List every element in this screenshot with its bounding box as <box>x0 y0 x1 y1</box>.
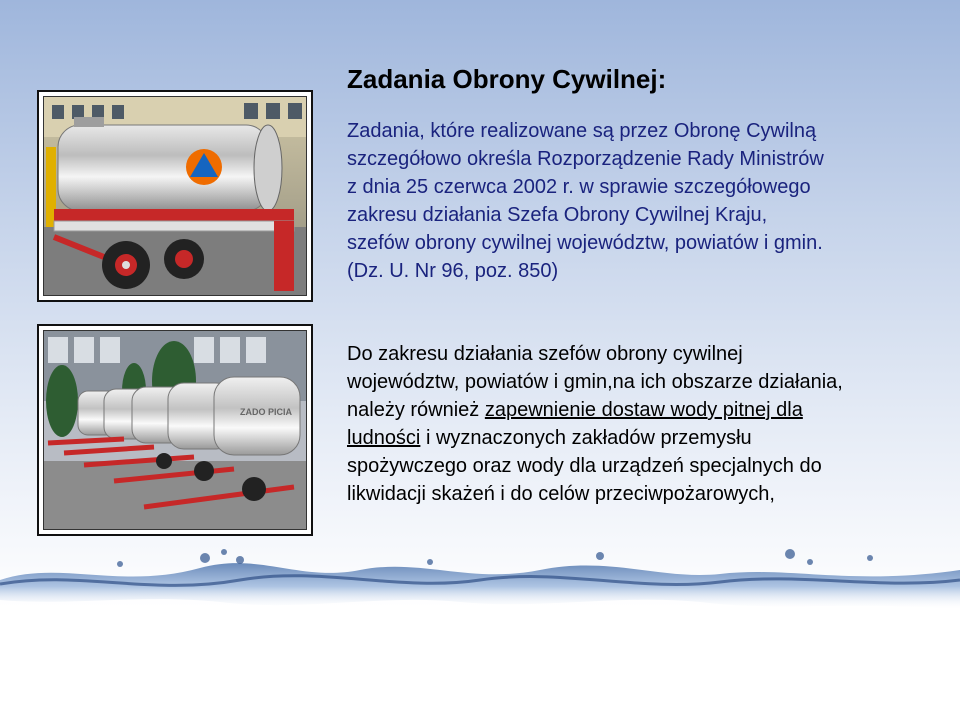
water-splash-decoration <box>0 540 960 630</box>
regulation-paragraph <box>347 117 947 285</box>
regulation-line: szczegółowo określa Rozporządzenie Rady Ministrów <box>347 148 824 170</box>
duties-text: i wyznaczonych zakładów przemysłu <box>420 427 752 449</box>
population-link[interactable]: ludności <box>347 427 421 449</box>
regulation-line: z dnia 25 czerwca 2002 r. w sprawie szczegółowego <box>347 176 811 198</box>
duties-paragraph <box>347 340 947 508</box>
duties-line <box>347 396 947 424</box>
water-supply-link[interactable]: zapewnienie dostaw wody pitnej dla <box>484 399 803 421</box>
water-tank-photo <box>37 90 313 302</box>
water-tank-trailer-image <box>44 97 307 296</box>
slide-title: Zadania Obrony Cywilnej: <box>347 64 667 94</box>
duties-line: Do zakresu działania szefów obrony cywilnej <box>347 343 743 365</box>
duties-text: należy również <box>347 399 485 421</box>
regulation-line: (Dz. U. Nr 96, poz. 850) <box>347 260 559 282</box>
regulation-line: Zadania, które realizowane są przez Obronę Cywilną <box>347 120 817 142</box>
duties-line: likwidacji skażeń i do celów przeciwpożarowych, <box>347 483 775 505</box>
water-tanks-row-image <box>44 331 307 530</box>
regulation-line: zakresu działania Szefa Obrony Cywilnej Kraju, <box>347 204 768 226</box>
duties-line: spożywczego oraz wody dla urządzeń specjalnych do <box>347 455 822 477</box>
regulation-line: szefów obrony cywilnej województw, powiatów i gmin. <box>347 232 823 254</box>
duties-line: województw, powiatów i gmin,na ich obszarze działania, <box>347 371 843 393</box>
tank-label: ZADO PICIA <box>240 407 293 417</box>
water-tanks-row-photo <box>37 324 313 536</box>
duties-line <box>347 424 947 452</box>
